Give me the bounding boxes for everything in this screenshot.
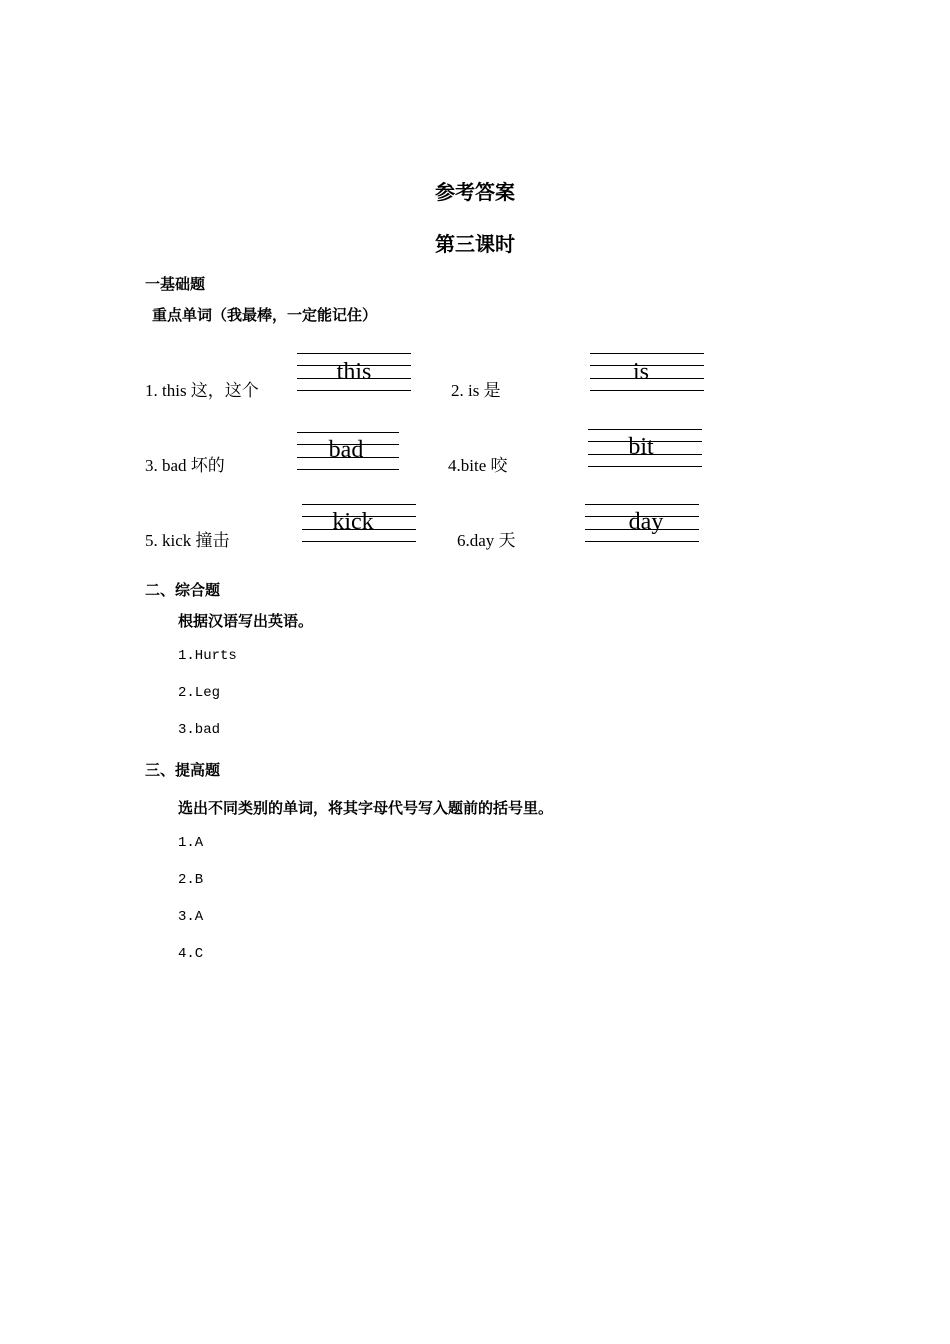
vocab-answer-2: is — [632, 359, 649, 385]
section2-heading: 二、综合题 — [145, 581, 221, 599]
vocab-answer-6: day — [628, 509, 664, 535]
vocab-answer-3: bad — [328, 437, 364, 463]
section2-answer-3: 3.bad — [178, 722, 221, 738]
vocab-label-1: 1. this 这，这个 — [145, 381, 259, 400]
writing-lines-2 — [590, 353, 704, 393]
vocab-label-4: 4.bite 咬 — [448, 456, 508, 475]
section1-subheading: 重点单词（我最棒，一定能记住） — [152, 306, 378, 324]
section3-answer-1: 1.A — [178, 835, 204, 851]
section3-instruction: 选出不同类别的单词，将其字母代号写入题前的括号里。 — [178, 799, 554, 817]
writing-lines-3 — [297, 432, 399, 472]
lesson-title: 第三课时 — [435, 232, 515, 256]
section2-answer-2: 2.Leg — [178, 685, 221, 701]
writing-lines-6 — [585, 504, 699, 544]
section2-answer-1: 1.Hurts — [178, 648, 237, 664]
vocab-label-3: 3. bad 坏的 — [145, 456, 225, 475]
section3-answer-3: 3.A — [178, 909, 204, 925]
vocab-answer-1: this — [336, 359, 372, 385]
writing-lines-5 — [302, 504, 416, 544]
vocab-label-2: 2. is 是 — [451, 381, 501, 400]
section1-heading: 一基础题 — [145, 275, 206, 293]
writing-lines-1 — [297, 353, 411, 393]
vocab-answer-4: bit — [628, 434, 654, 460]
vocab-label-5: 5. kick 撞击 — [145, 531, 230, 550]
page-title: 参考答案 — [435, 180, 515, 204]
section2-instruction: 根据汉语写出英语。 — [178, 612, 314, 630]
vocab-label-6: 6.day 天 — [457, 531, 516, 550]
writing-lines-4 — [588, 429, 702, 469]
section3-answer-4: 4.C — [178, 946, 204, 962]
section3-heading: 三、提高题 — [145, 761, 221, 779]
section3-answer-2: 2.B — [178, 872, 204, 888]
vocab-answer-5: kick — [332, 509, 374, 535]
